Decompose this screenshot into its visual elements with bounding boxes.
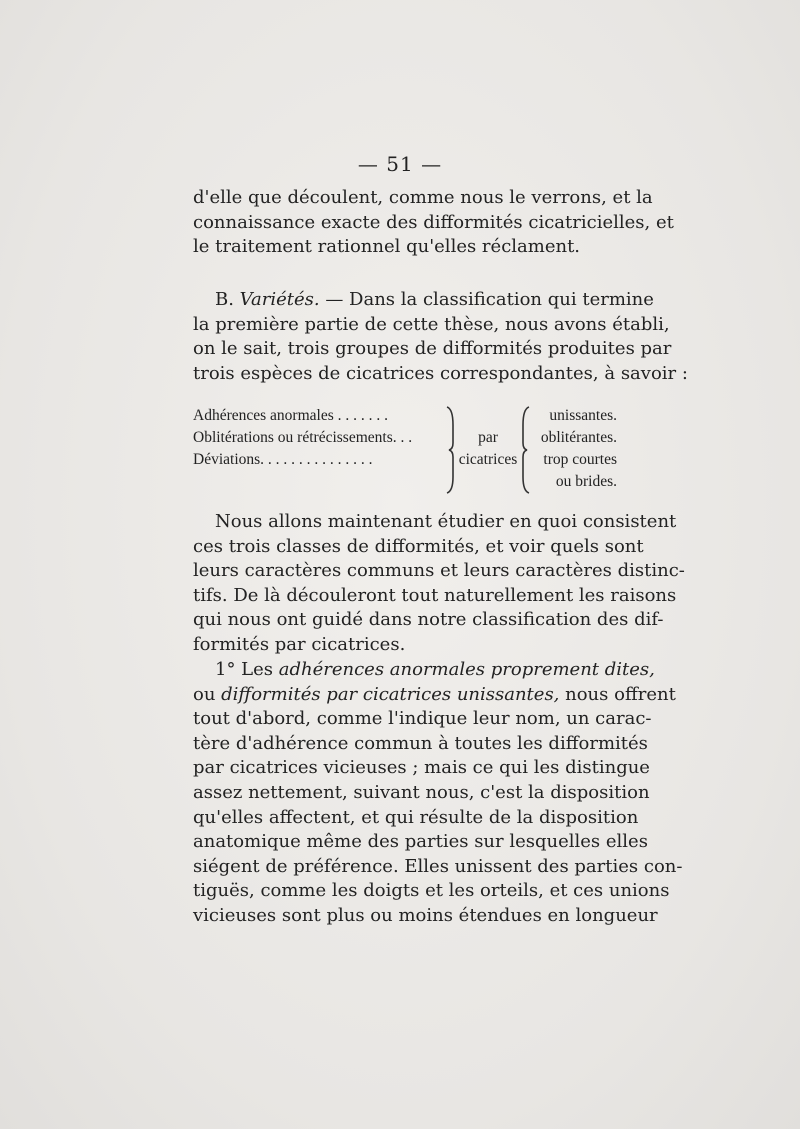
text-line: la première partie de cette thèse, nous avons établi, <box>193 313 670 335</box>
cicatrix-types <box>531 405 617 493</box>
middle-par: par <box>478 429 498 446</box>
text-span: — Dans la classification qui termine <box>319 289 654 310</box>
italic-term: adhérences anormales proprement dites, <box>278 659 655 680</box>
section-letter: B. <box>215 289 240 310</box>
text-line: le traitement rationnel qu'elles réclament. <box>193 236 581 258</box>
text-line: tiguës, comme les doigts et les orteils, et ces unions <box>193 880 670 902</box>
difformity-types <box>193 405 455 471</box>
right-brace-icon <box>519 405 531 495</box>
text-line <box>193 658 655 683</box>
classification-table <box>193 405 617 495</box>
table-row: Oblitérations ou rétrécissements. . . <box>193 429 413 446</box>
text-line: vicieuses sont plus ou moins étendues en longueur <box>193 904 658 926</box>
table-row: Adhérences anormales . . . . . . . <box>193 407 388 424</box>
middle-label <box>448 405 528 471</box>
text-line: Nous allons maintenant étudier en quoi consistent <box>215 511 677 532</box>
text-span: 1° Les <box>215 659 279 680</box>
paragraph-continuation <box>193 186 674 260</box>
text-line: qui nous ont guidé dans notre classification des dif- <box>193 609 664 631</box>
text-line: on le sait, trois groupes de difformités produites par <box>193 338 672 360</box>
text-line: assez nettement, suivant nous, c'est la disposition <box>193 781 650 803</box>
table-row: trop courtes <box>543 451 617 468</box>
middle-cicatrices: cicatrices <box>458 451 518 468</box>
paragraph-study <box>193 510 685 658</box>
table-row: unissantes. <box>549 407 617 424</box>
text-line: connaissance exacte des difformités cicatricielles, et <box>193 211 674 233</box>
text-line: formités par cicatrices. <box>193 633 406 655</box>
section-heading: Variétés. <box>239 289 320 310</box>
text-span: ou <box>193 683 222 705</box>
paragraph-adherences <box>193 658 683 929</box>
text-line: par cicatrices vicieuses ; mais ce qui les distingue <box>193 757 650 779</box>
text-line: tifs. De là découleront tout naturellement les raisons <box>193 584 677 606</box>
text-line: tère d'adhérence commun à toutes les difformités <box>193 732 648 754</box>
text-line: d'elle que découlent, comme nous le verrons, et la <box>193 187 653 208</box>
text-line: leurs caractères communs et leurs caractères distinc- <box>193 560 685 582</box>
paragraph-varietes <box>193 288 688 386</box>
text-line: ces trois classes de difformités, et voir quels sont <box>193 535 644 557</box>
table-row: ou brides. <box>555 473 617 490</box>
text-line: siégent de préférence. Elles unissent des parties con- <box>193 855 683 877</box>
text-line: tout d'abord, comme l'indique leur nom, un carac- <box>193 708 652 730</box>
text-line: qu'elles affectent, et qui résulte de la disposition <box>193 806 639 828</box>
table-row: Déviations. . . . . . . . . . . . . . . <box>193 451 373 468</box>
italic-term: difformités par cicatrices unissantes, <box>221 683 560 705</box>
text-line <box>193 288 654 313</box>
text-span: nous offrent <box>559 683 676 705</box>
page-number: — 51 — <box>357 152 443 176</box>
table-row: oblitérantes. <box>540 429 617 446</box>
text-line <box>193 683 676 708</box>
text-line: anatomique même des parties sur lesquelles elles <box>193 831 648 853</box>
text-line: trois espèces de cicatrices correspondantes, à savoir : <box>193 362 688 384</box>
